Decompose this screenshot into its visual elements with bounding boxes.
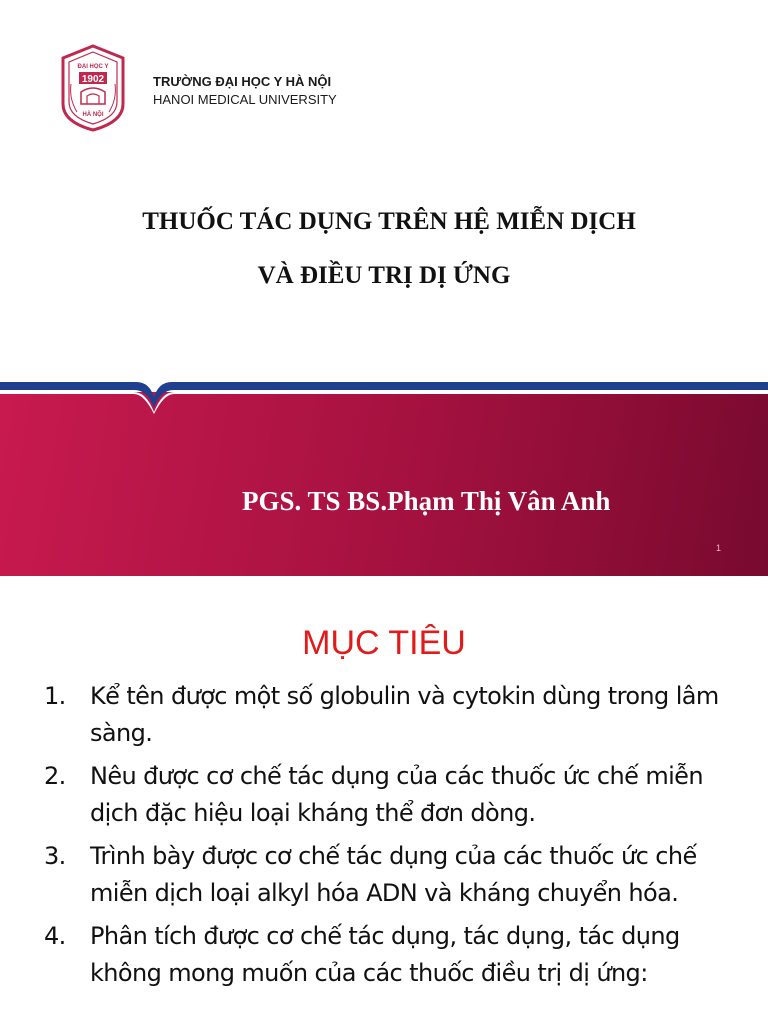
page-number: 1 [716,543,722,553]
item-text: Kể tên được một số globulin và cytokin dùng trong lâm sàng. [90,682,719,747]
item-text: Phân tích được cơ chế tác dụng, tác dụng, tác dụng không mong muốn của các thuốc điều trị dị ứng: [90,922,680,987]
slide-title-line1: THUỐC TÁC DỤNG TRÊN HỆ MIỄN DỊCH [142,208,636,235]
logo-text-bottom: HÀ NỘI [82,112,104,118]
author-name: PGS. TS BS.Phạm Thị Vân Anh [242,486,611,516]
decorative-ribbon [0,374,768,414]
university-name-vietnamese: TRƯỜNG ĐẠI HỌC Y HÀ NỘI [153,74,332,89]
objectives-slide [0,576,768,1024]
item-text: Trình bày được cơ chế tác dụng của các thuốc ức chế miễn dịch loại alkyl hóa ADN và kháng chuyển hóa. [90,842,697,907]
objectives-list [44,678,734,998]
list-item [44,918,734,992]
list-item [44,758,734,832]
logo-text-top: ĐẠI HỌC Y [77,64,109,70]
slide-title-line2: VÀ ĐIỀU TRỊ DỊ ỨNG [257,262,511,289]
item-number: 4. [44,922,66,950]
objectives-heading: MỤC TIÊU [302,624,466,662]
list-item [44,678,734,752]
university-logo [57,44,129,132]
item-text: Nêu được cơ chế tác dụng của các thuốc ức chế miễn dịch đặc hiệu loại kháng thể đơn dòng. [90,762,703,827]
logo-year: 1902 [81,74,105,85]
university-name-english: HANOI MEDICAL UNIVERSITY [153,92,337,107]
item-number: 2. [44,762,66,790]
author-banner [0,392,768,576]
item-number: 1. [44,682,66,710]
item-number: 3. [44,842,66,870]
list-item [44,838,734,912]
